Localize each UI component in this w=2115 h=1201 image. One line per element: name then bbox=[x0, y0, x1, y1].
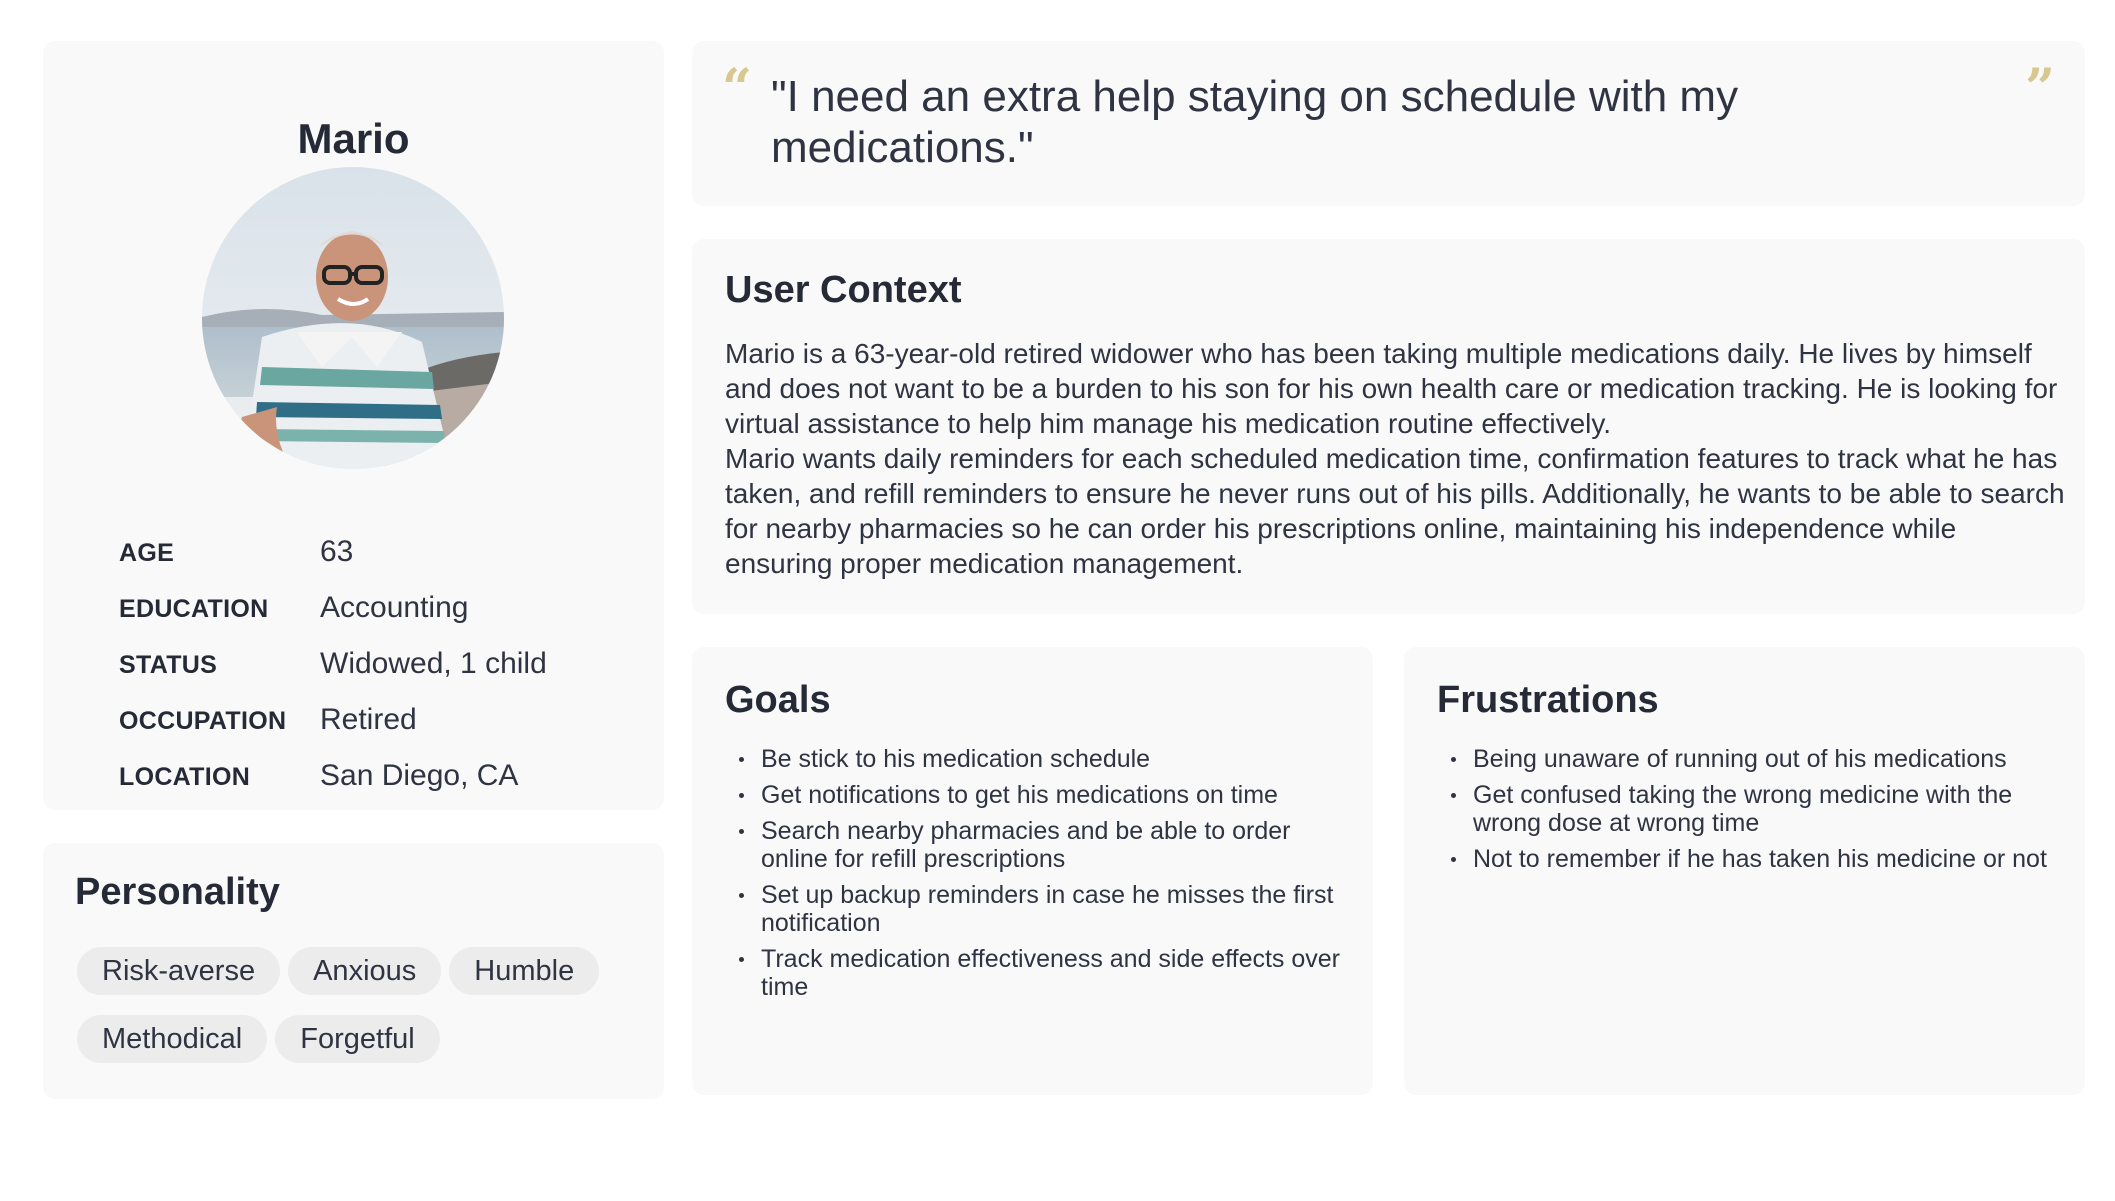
fact-location bbox=[119, 755, 639, 811]
frustration-item: Not to remember if he has taken his medicine or not bbox=[1437, 845, 2067, 873]
frustrations-heading: Frustrations bbox=[1437, 679, 1659, 721]
user-context-heading: User Context bbox=[725, 269, 962, 311]
goal-item: Get notifications to get his medications on time bbox=[725, 781, 1355, 809]
personality-heading: Personality bbox=[75, 871, 280, 913]
fact-value: Retired bbox=[320, 703, 417, 736]
close-quote-icon: ” bbox=[2025, 58, 2055, 119]
persona-quote: "I need an extra help staying on schedule with my medications." bbox=[771, 72, 1739, 172]
fact-value: San Diego, CA bbox=[320, 759, 519, 792]
frustration-item: Being unaware of running out of his medications bbox=[1437, 745, 2067, 773]
frustrations-card bbox=[1404, 647, 2085, 1095]
personality-tags bbox=[77, 947, 647, 1083]
fact-label: STATUS bbox=[119, 651, 218, 679]
persona-facts bbox=[119, 531, 639, 811]
fact-status bbox=[119, 643, 639, 699]
fact-value: Accounting bbox=[320, 591, 469, 624]
fact-label: AGE bbox=[119, 539, 175, 567]
fact-label: OCCUPATION bbox=[119, 707, 287, 735]
context-paragraph: Mario is a 63-year-old retired widower who has been taking multiple medications daily. He lives by himself and does not want to be a burden to his son for his own health care or medication tracking. He is looking for virtual assistance to help him manage his medication routine effectively. bbox=[725, 338, 2058, 439]
personality-tag: Methodical bbox=[77, 1015, 267, 1063]
fact-education bbox=[119, 587, 639, 643]
fact-value: Widowed, 1 child bbox=[320, 647, 547, 680]
user-context-body bbox=[725, 336, 2065, 581]
goal-item: Set up backup reminders in case he misses the first notification bbox=[725, 881, 1355, 937]
persona-name: Mario bbox=[297, 115, 410, 162]
fact-label: EDUCATION bbox=[119, 595, 269, 623]
fact-age bbox=[119, 531, 639, 587]
personality-card bbox=[43, 843, 664, 1099]
avatar-photo bbox=[202, 167, 504, 469]
frustrations-list bbox=[1437, 745, 2067, 881]
goal-item: Be stick to his medication schedule bbox=[725, 745, 1355, 773]
personality-tag: Risk-averse bbox=[77, 947, 280, 995]
fact-value: 63 bbox=[320, 535, 354, 568]
goals-card bbox=[692, 647, 1373, 1095]
fact-label: LOCATION bbox=[119, 763, 251, 791]
profile-card bbox=[43, 41, 664, 810]
goals-list bbox=[725, 745, 1355, 1009]
personality-tag: Humble bbox=[449, 947, 599, 995]
avatar bbox=[202, 167, 504, 469]
quote-card bbox=[692, 41, 2085, 206]
fact-occupation bbox=[119, 699, 639, 755]
personality-tag: Forgetful bbox=[275, 1015, 439, 1063]
goal-item: Search nearby pharmacies and be able to order online for refill prescriptions bbox=[725, 817, 1355, 873]
goals-heading: Goals bbox=[725, 679, 831, 721]
frustration-item: Get confused taking the wrong medicine with the wrong dose at wrong time bbox=[1437, 781, 2067, 837]
context-paragraph: Mario wants daily reminders for each scheduled medication time, confirmation features to track what he has taken, and refill reminders to ensure he never runs out of his pills. Additionally, he wants to be able to search for nearby pharmacies so he can order his prescriptions online, maintaining his independence while ensuring proper medication management. bbox=[725, 443, 2065, 579]
goal-item: Track medication effectiveness and side effects over time bbox=[725, 945, 1355, 1001]
personality-tag: Anxious bbox=[288, 947, 441, 995]
open-quote-icon: “ bbox=[722, 58, 752, 119]
user-context-card bbox=[692, 239, 2085, 614]
